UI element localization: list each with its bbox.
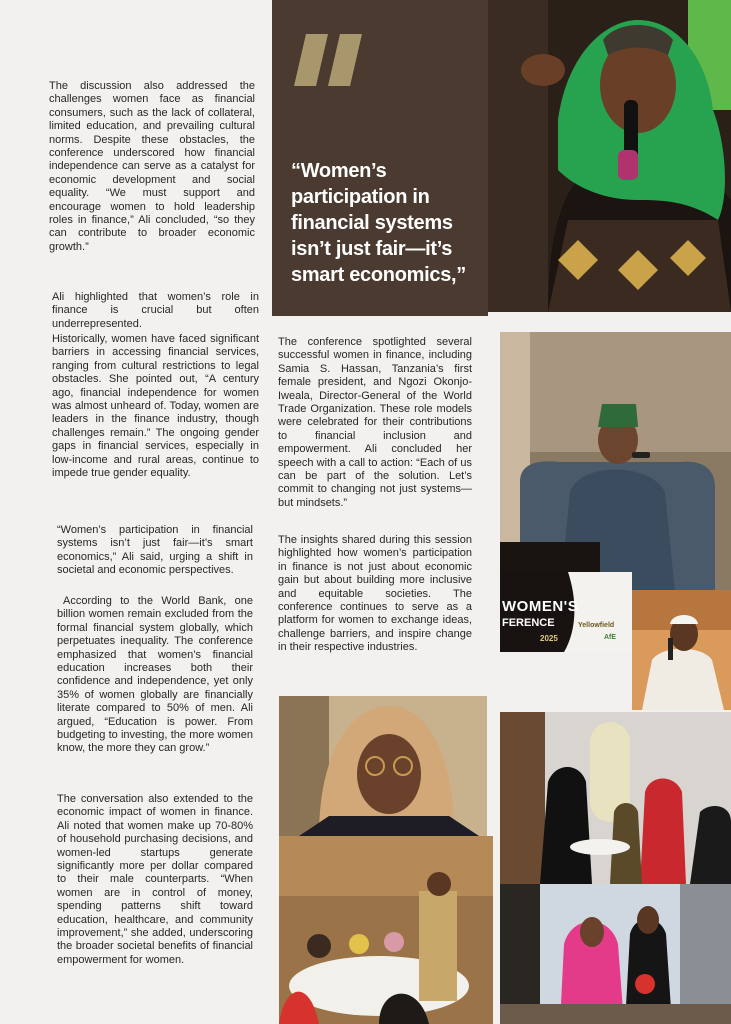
article-paragraph-7: The conference spotlighted several successful women in finance, including Samia S. Hassan, Tanzania’s first female president, and Ngozi Okonjo-Iweala, Director-General of the World Trade Organization. These role models were celebrated for their contributions to financial inclusion and empowerment. Ali concluded her speech with a call to action: “Each of us can be part of the solution. Let’s commit to changing not just systems—but mindsets.”	[278, 336, 472, 509]
article-paragraph-6: The conversation also extended to the economic impact of women in finance. Ali noted that women make up 70-80% of household purchasing decisions, and women-led startups generate significantly more per dollar compared to their male counterparts. “When women are in control of money, spending patterns shift toward education, healthcare, and community improvement,” she added, underscoring the broader societal benefits of financial empowerment for women.	[57, 793, 253, 966]
article-paragraph-2: Ali highlighted that women’s role in finance is crucial but often underrepresented.	[52, 291, 259, 330]
article-paragraph-3: Historically, women have faced significant barriers in accessing financial services, ranging from cultural restrictions to legal obstacles. She pointed out, “A century ago, financial independence for women was almost unheard of. Today, women are leaders in the finance industry, though challenges remain.” The ongoing gender gaps in financial services, especially in low-income and rural areas, continue to impede true gender equality.	[52, 333, 259, 480]
greeting-photo	[500, 884, 731, 1024]
networking-photo	[500, 712, 731, 884]
banner-year: 2025	[540, 634, 558, 643]
banner-title-line: WOMEN'S	[502, 598, 579, 615]
article-paragraph-4: “Women’s participation in financial systems isn’t just fair—it’s smart economics,” Ali said, urging a shift in societal and economic perspectives.	[57, 524, 253, 577]
man-with-mic-photo	[632, 590, 731, 710]
article-paragraph-5: According to the World Bank, one billion women remain excluded from the formal financial system globally, which perpetuates inequality. The conference emphasized that women’s financial education increases both their confidence and independence, yet only 35% of women globally are financially literate compared to 50% of men. Ali argued, “Education is power. From budgeting to investing, the more women know, the more they can grow.”	[57, 595, 253, 755]
banner-subtitle-line: FERENCE	[502, 617, 555, 629]
partner-logo: AfE	[604, 634, 617, 641]
article-paragraph-1: The discussion also addressed the challenges women face as financial consumers, such as the lack of collateral, limited education, and prevailing cultural norms. Despite these obstacles, the conference underscored how financial independence can serve as a catalyst for economic development and social equality. “We must support and encourage women to hold leadership roles in finance,” Ali concluded, “so they can contribute to broader economic growth.”	[49, 80, 255, 253]
quote-mark-icon	[294, 10, 366, 102]
speaker-photo	[488, 0, 731, 312]
pull-quote-text: “Women’s participation in financial systems isn’t just fair—it’s smart economics,”	[291, 160, 466, 286]
article-paragraph-8: The insights shared during this session highlighted how women’s participation in finance is not just about economic gain but about building more inclusive and equitable societies. The conference continues to serve as a platform for women to exchange ideas, challenge barriers, and inspire change in their respective industries.	[278, 534, 472, 654]
attendee-hijab-photo	[279, 696, 487, 836]
seated-speaker-photo	[500, 332, 731, 592]
sponsor-logo: Yellowfield	[578, 622, 615, 629]
conference-banner	[500, 572, 632, 652]
roundtable-group-photo	[279, 836, 493, 1024]
